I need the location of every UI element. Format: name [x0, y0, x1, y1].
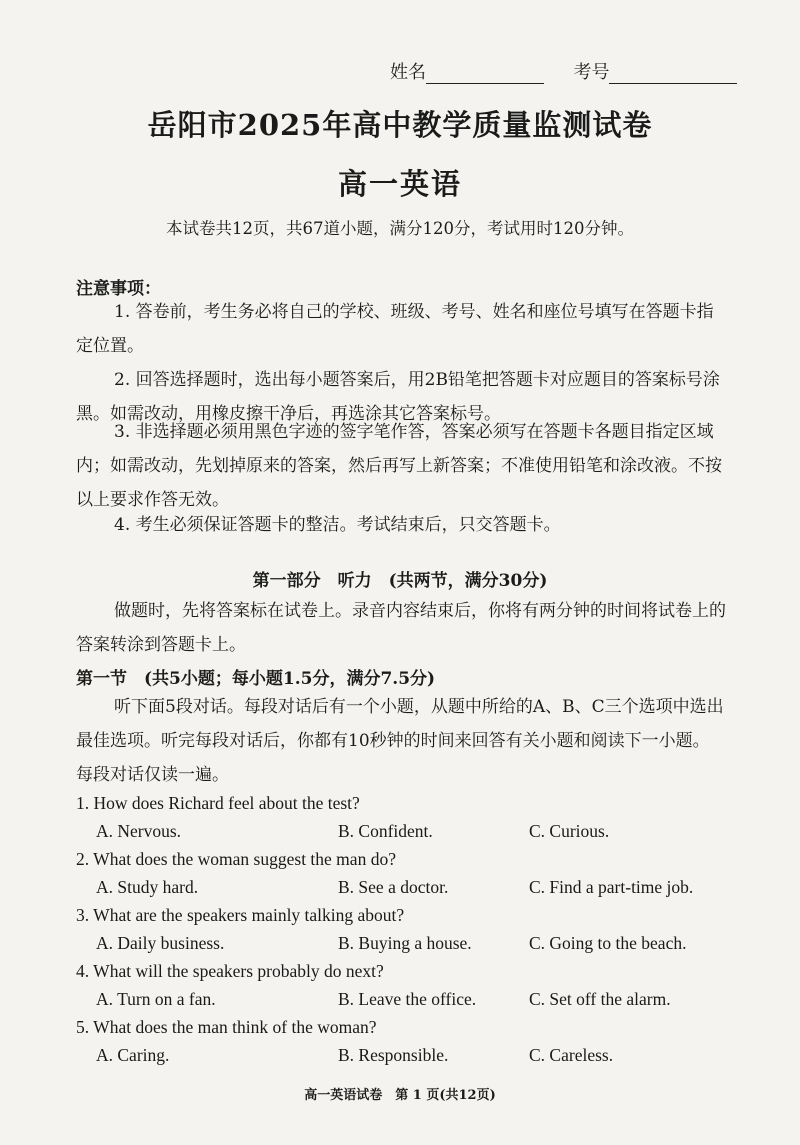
note-item-3: 3. 非选择题必须用黑色字迹的签字笔作答，答案必须写在答题卡各题目指定区域内；如需改动，先划掉原来的答案，然后再写上新答案；不准使用铅笔和涂改液。不按以上要求作答无效。 [76, 422, 722, 510]
notes-title: 注意事项： [76, 279, 161, 299]
question-1-option-b: B. Confident. [338, 821, 433, 841]
section1-instruction: 听下面5段对话。每段对话后有一个小题，从题中所给的A、B、C三个选项中选出最佳选项。听完每段对话后，你都有10秒钟的时间来回答有关小题和阅读下一小题。每段对话仅读一遍。 [76, 697, 724, 785]
question-2-stem: 2. What does the woman suggest the man do? [76, 849, 396, 869]
question-1-stem: 1. How does Richard feel about the test? [76, 793, 360, 813]
page-footer: 高一英语试卷 第 1 页(共12页) [304, 1088, 496, 1103]
note-item-1: 1. 答卷前，考生务必将自己的学校、班级、考号、姓名和座位号填写在答题卡指定位置。 [76, 302, 714, 356]
part1-title: 第一部分 听力 (共两节，满分30分) [252, 571, 548, 591]
note-item-2: 2. 回答选择题时，选出每小题答案后，用2B铅笔把答题卡对应题目的答案标号涂黑。如需改动，用橡皮擦干净后，再选涂其它答案标号。 [76, 370, 720, 424]
exam-title: 岳阳市2025年高中教学质量监测试卷 [147, 108, 653, 142]
name-exam-row [390, 58, 737, 84]
exam-subtitle: 高一英语 [337, 167, 462, 201]
name-blank[interactable] [426, 83, 544, 84]
question-5-option-c: C. Careless. [529, 1045, 614, 1065]
exam-intro: 本试卷共12页，共67道小题，满分120分，考试用时120分钟。 [166, 219, 634, 238]
question-3-option-b: B. Buying a house. [338, 933, 472, 953]
question-3-option-a: A. Daily business. [96, 933, 225, 953]
question-5-option-b: B. Responsible. [338, 1045, 449, 1065]
note-item-4: 4. 考生必须保证答题卡的整洁。考试结束后，只交答题卡。 [114, 515, 561, 535]
question-4-stem: 4. What will the speakers probably do next? [76, 961, 384, 981]
question-2-option-c: C. Find a part-time job. [529, 877, 694, 897]
question-5-stem: 5. What does the man think of the woman? [76, 1017, 377, 1037]
question-1-option-a: A. Nervous. [96, 821, 182, 841]
section1-title: 第一节 (共5小题；每小题1.5分，满分7.5分) [76, 669, 436, 689]
question-3-option-c: C. Going to the beach. [529, 933, 687, 953]
question-1-option-c: C. Curious. [529, 821, 610, 841]
question-2-option-a: A. Study hard. [96, 877, 199, 897]
question-2-option-b: B. See a doctor. [338, 877, 449, 897]
question-4-option-c: C. Set off the alarm. [529, 989, 671, 1009]
question-4-option-b: B. Leave the office. [338, 989, 477, 1009]
name-label: 姓名 [390, 62, 426, 83]
question-5-option-a: A. Caring. [96, 1045, 170, 1065]
exam-no-label: 考号 [573, 62, 610, 83]
question-3-stem: 3. What are the speakers mainly talking about? [76, 905, 405, 925]
part1-instruction: 做题时，先将答案标在试卷上。录音内容结束后，你将有两分钟的时间将试卷上的答案转涂到答题卡上。 [76, 601, 726, 655]
question-4-option-a: A. Turn on a fan. [96, 989, 216, 1009]
exam-no-blank[interactable] [609, 83, 737, 84]
